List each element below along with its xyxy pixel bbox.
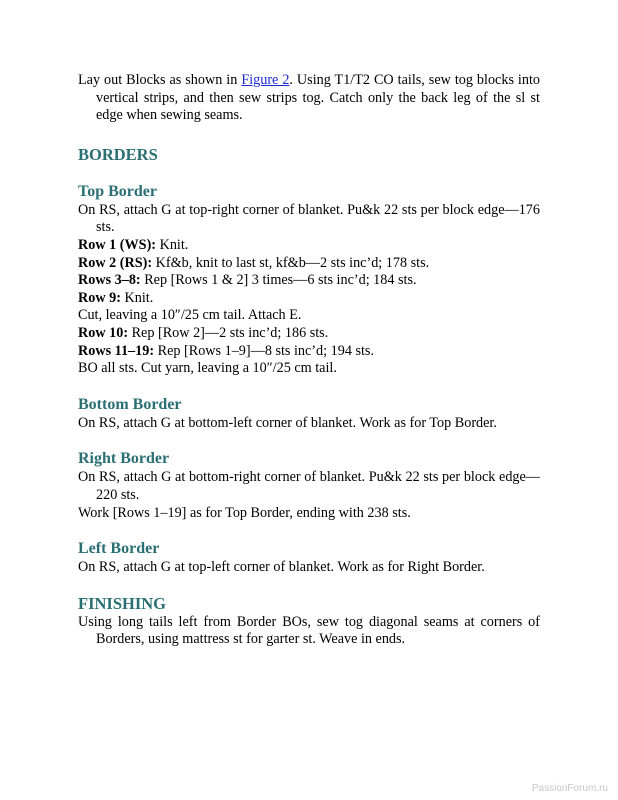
figure-2-link[interactable]: Figure 2 xyxy=(241,72,290,88)
cut-instruction: Cut, leaving a 10″/25 cm tail. Attach E. xyxy=(78,307,302,324)
right-border-heading: Right Border xyxy=(78,450,170,468)
row-text: Rep [Rows 1 & 2] 3 times—6 sts inc’d; 184 sts. xyxy=(140,272,417,289)
row-label: Rows 3–8: xyxy=(78,272,141,289)
borders-heading: BORDERS xyxy=(78,144,158,164)
row-instruction xyxy=(78,255,540,273)
row-label: Row 1 (WS): xyxy=(78,236,157,253)
row-label: Row 9: xyxy=(78,289,121,306)
row-instruction xyxy=(78,272,540,290)
bottom-border-text: On RS, attach G at bottom-left corner of blanket. Work as for Top Border. xyxy=(78,414,497,431)
bottom-border-heading: Bottom Border xyxy=(78,395,182,413)
finishing-heading: FINISHING xyxy=(78,593,167,613)
row-text: Rep [Rows 1–9]—8 sts inc’d; 194 sts. xyxy=(154,342,374,359)
row-label: Row 10: xyxy=(78,324,129,341)
intro-text-before-link: Lay out Blocks as shown in xyxy=(78,72,242,88)
watermark: PassionForum.ru xyxy=(531,783,608,794)
right-border-text: On RS, attach G at bottom-right corner of blanket. Pu&k 22 sts per block edge—220 sts. xyxy=(78,469,540,503)
row-instruction xyxy=(78,237,540,255)
left-border-heading: Left Border xyxy=(78,540,160,558)
document-body xyxy=(78,72,540,649)
top-border-intro: On RS, attach G at top-right corner of blanket. Pu&k 22 sts per block edge—176 sts. xyxy=(78,201,540,236)
row-text: Knit. xyxy=(156,236,189,253)
row-instruction xyxy=(78,343,540,361)
row-text: Knit. xyxy=(120,289,154,306)
row-label: Rows 11–19: xyxy=(78,342,155,359)
left-border-text: On RS, attach G at top-left corner of blanket. Work as for Right Border. xyxy=(78,559,485,576)
row-instruction xyxy=(78,325,540,343)
finishing-text: Using long tails left from Border BOs, sew tog diagonal seams at corners of Borders, using mattress st for garter st. Weave in ends. xyxy=(78,613,540,648)
row-text: Kf&b, knit to last st, kf&b—2 sts inc’d; 178 sts. xyxy=(152,254,430,271)
row-instruction xyxy=(78,290,540,308)
row-label: Row 2 (RS): xyxy=(78,254,153,271)
intro-text-after-link: . Using T1/T2 CO tails, sew tog blocks into vertical strips, and then sew strips tog. Catch only the back leg of the sl st edge when sewing seams. xyxy=(96,72,541,124)
bind-off-instruction: BO all sts. Cut yarn, leaving a 10″/25 cm tail. xyxy=(78,360,337,377)
top-border-heading: Top Border xyxy=(78,182,157,200)
intro-paragraph xyxy=(78,72,540,125)
right-border-text-2: Work [Rows 1–19] as for Top Border, ending with 238 sts. xyxy=(78,504,411,521)
row-text: Rep [Row 2]—2 sts inc’d; 186 sts. xyxy=(128,324,329,341)
